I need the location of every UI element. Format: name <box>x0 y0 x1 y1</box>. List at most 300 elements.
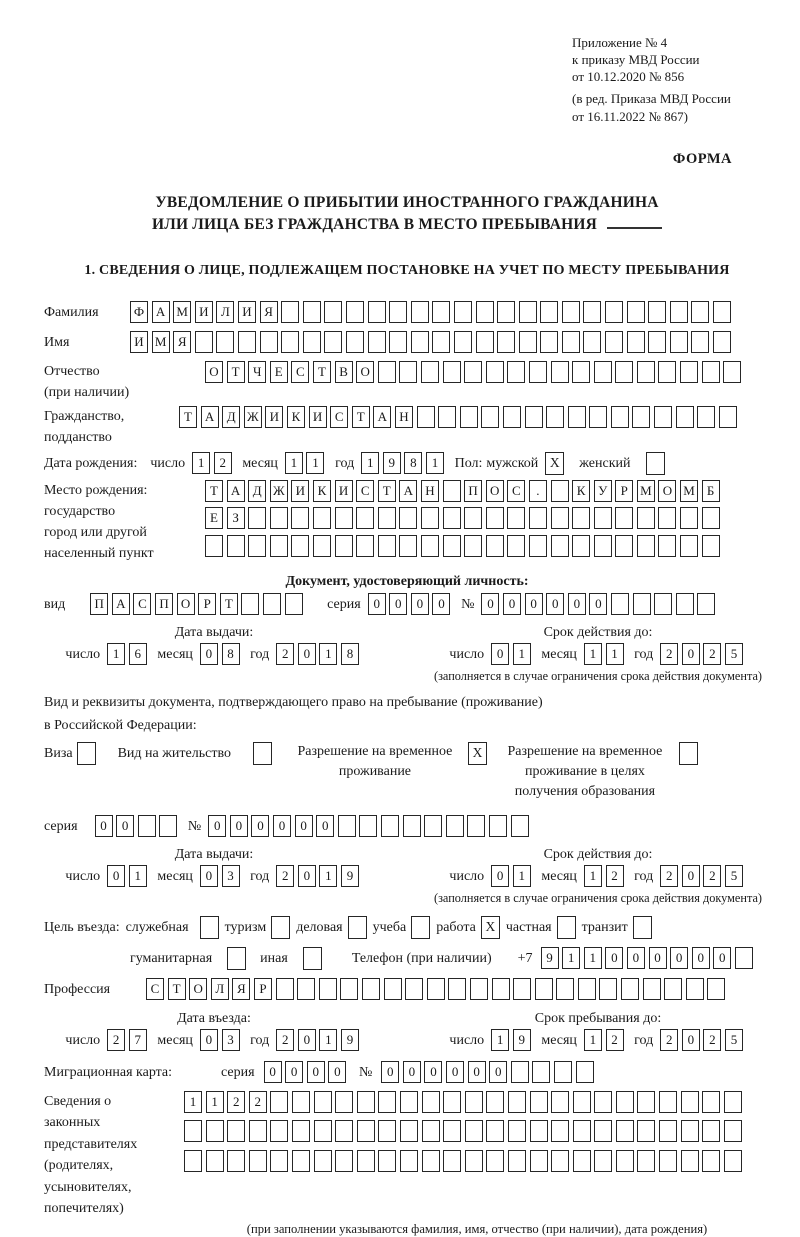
char-box[interactable] <box>551 1120 569 1142</box>
char-box[interactable] <box>503 406 521 428</box>
char-box[interactable] <box>159 815 177 837</box>
char-box[interactable]: П <box>464 480 482 502</box>
char-box[interactable]: Д <box>222 406 240 428</box>
char-box[interactable]: 2 <box>276 643 294 665</box>
char-box[interactable]: Т <box>168 978 186 1000</box>
char-box[interactable]: М <box>152 331 170 353</box>
char-box[interactable]: 0 <box>682 865 700 887</box>
char-box[interactable]: 0 <box>328 1061 346 1083</box>
char-box[interactable]: 1 <box>584 947 602 969</box>
char-box[interactable] <box>578 978 596 1000</box>
char-box[interactable]: 3 <box>222 1029 240 1051</box>
char-box[interactable]: 8 <box>404 452 422 474</box>
char-box[interactable] <box>270 1150 288 1172</box>
char-box[interactable] <box>616 1091 634 1113</box>
char-box[interactable]: О <box>486 480 504 502</box>
char-box[interactable] <box>680 535 698 557</box>
transit-checkbox[interactable] <box>633 916 652 939</box>
char-box[interactable]: 0 <box>295 815 313 837</box>
char-box[interactable] <box>427 978 445 1000</box>
char-box[interactable]: И <box>309 406 327 428</box>
char-box[interactable]: К <box>313 480 331 502</box>
char-box[interactable]: 0 <box>491 865 509 887</box>
char-box[interactable]: 0 <box>298 643 316 665</box>
char-box[interactable]: 0 <box>682 1029 700 1051</box>
char-box[interactable] <box>263 593 281 615</box>
char-box[interactable]: 1 <box>513 643 531 665</box>
char-box[interactable] <box>314 1120 332 1142</box>
char-box[interactable] <box>486 535 504 557</box>
char-box[interactable] <box>313 507 331 529</box>
char-box[interactable]: Д <box>248 480 266 502</box>
char-box[interactable]: 0 <box>446 1061 464 1083</box>
char-box[interactable]: С <box>330 406 348 428</box>
business-checkbox[interactable] <box>348 916 367 939</box>
char-box[interactable]: 0 <box>316 815 334 837</box>
char-box[interactable] <box>476 301 494 323</box>
char-box[interactable]: Р <box>254 978 272 1000</box>
char-box[interactable]: И <box>238 301 256 323</box>
char-box[interactable] <box>260 331 278 353</box>
char-box[interactable] <box>713 301 731 323</box>
char-box[interactable]: 9 <box>383 452 401 474</box>
char-box[interactable] <box>292 1120 310 1142</box>
char-box[interactable]: 0 <box>273 815 291 837</box>
char-box[interactable]: 0 <box>568 593 586 615</box>
char-box[interactable]: 2 <box>276 1029 294 1051</box>
char-box[interactable]: 1 <box>513 865 531 887</box>
char-box[interactable] <box>670 301 688 323</box>
char-box[interactable]: 1 <box>584 865 602 887</box>
char-box[interactable] <box>554 1061 572 1083</box>
char-box[interactable]: 1 <box>206 1091 224 1113</box>
official-checkbox[interactable] <box>200 916 219 939</box>
char-box[interactable] <box>556 978 574 1000</box>
char-box[interactable] <box>400 1150 418 1172</box>
char-box[interactable] <box>573 1120 591 1142</box>
char-box[interactable] <box>637 1150 655 1172</box>
char-box[interactable] <box>241 593 259 615</box>
char-box[interactable]: 0 <box>403 1061 421 1083</box>
char-box[interactable] <box>670 331 688 353</box>
char-box[interactable] <box>702 535 720 557</box>
char-box[interactable] <box>335 1091 353 1113</box>
char-box[interactable] <box>713 331 731 353</box>
char-box[interactable]: 0 <box>298 865 316 887</box>
char-box[interactable] <box>227 1150 245 1172</box>
char-box[interactable] <box>421 507 439 529</box>
char-box[interactable] <box>443 480 461 502</box>
char-box[interactable] <box>411 301 429 323</box>
char-box[interactable] <box>572 361 590 383</box>
char-box[interactable] <box>486 1120 504 1142</box>
char-box[interactable]: 0 <box>116 815 134 837</box>
char-box[interactable]: С <box>356 480 374 502</box>
char-box[interactable] <box>454 301 472 323</box>
work-checkbox[interactable]: X <box>481 916 500 939</box>
char-box[interactable] <box>507 361 525 383</box>
char-box[interactable] <box>594 361 612 383</box>
char-box[interactable] <box>576 1061 594 1083</box>
char-box[interactable]: 0 <box>285 1061 303 1083</box>
char-box[interactable]: Т <box>227 361 245 383</box>
char-box[interactable] <box>432 301 450 323</box>
char-box[interactable]: Ф <box>130 301 148 323</box>
char-box[interactable]: 0 <box>525 593 543 615</box>
char-box[interactable] <box>378 1120 396 1142</box>
char-box[interactable] <box>357 1120 375 1142</box>
char-box[interactable] <box>464 507 482 529</box>
char-box[interactable] <box>422 1091 440 1113</box>
char-box[interactable] <box>535 978 553 1000</box>
char-box[interactable] <box>378 507 396 529</box>
char-box[interactable] <box>465 1091 483 1113</box>
char-box[interactable] <box>573 1150 591 1172</box>
char-box[interactable] <box>368 331 386 353</box>
char-box[interactable] <box>724 1150 742 1172</box>
char-box[interactable] <box>486 1091 504 1113</box>
char-box[interactable] <box>446 815 464 837</box>
char-box[interactable] <box>356 507 374 529</box>
char-box[interactable]: З <box>227 507 245 529</box>
char-box[interactable] <box>486 361 504 383</box>
char-box[interactable]: 0 <box>589 593 607 615</box>
char-box[interactable] <box>324 331 342 353</box>
char-box[interactable] <box>238 331 256 353</box>
char-box[interactable]: 1 <box>184 1091 202 1113</box>
char-box[interactable] <box>616 1150 634 1172</box>
char-box[interactable]: 1 <box>606 643 624 665</box>
char-box[interactable]: 0 <box>107 865 125 887</box>
char-box[interactable] <box>486 1150 504 1172</box>
char-box[interactable]: И <box>195 301 213 323</box>
char-box[interactable] <box>184 1150 202 1172</box>
char-box[interactable] <box>292 1150 310 1172</box>
char-box[interactable] <box>568 406 586 428</box>
char-box[interactable]: 0 <box>298 1029 316 1051</box>
char-box[interactable] <box>346 301 364 323</box>
char-box[interactable] <box>697 593 715 615</box>
char-box[interactable]: А <box>373 406 391 428</box>
char-box[interactable] <box>476 331 494 353</box>
char-box[interactable] <box>378 535 396 557</box>
char-box[interactable]: 9 <box>341 1029 359 1051</box>
char-box[interactable] <box>691 301 709 323</box>
char-box[interactable]: 0 <box>230 815 248 837</box>
char-box[interactable] <box>659 1091 677 1113</box>
char-box[interactable] <box>424 815 442 837</box>
char-box[interactable]: С <box>146 978 164 1000</box>
char-box[interactable] <box>605 301 623 323</box>
female-checkbox[interactable] <box>646 452 665 475</box>
char-box[interactable] <box>314 1091 332 1113</box>
char-box[interactable]: А <box>227 480 245 502</box>
char-box[interactable] <box>399 507 417 529</box>
char-box[interactable] <box>464 535 482 557</box>
char-box[interactable]: 0 <box>264 1061 282 1083</box>
char-box[interactable] <box>497 301 515 323</box>
char-box[interactable] <box>399 361 417 383</box>
char-box[interactable] <box>637 1091 655 1113</box>
char-box[interactable] <box>724 1120 742 1142</box>
char-box[interactable] <box>443 1150 461 1172</box>
char-box[interactable] <box>572 507 590 529</box>
char-box[interactable] <box>723 361 741 383</box>
char-box[interactable]: 1 <box>562 947 580 969</box>
char-box[interactable] <box>611 593 629 615</box>
char-box[interactable] <box>438 406 456 428</box>
char-box[interactable] <box>637 507 655 529</box>
visa-checkbox[interactable] <box>77 742 96 765</box>
char-box[interactable] <box>562 331 580 353</box>
char-box[interactable] <box>702 1091 720 1113</box>
char-box[interactable] <box>525 406 543 428</box>
char-box[interactable]: Т <box>352 406 370 428</box>
char-box[interactable] <box>421 361 439 383</box>
char-box[interactable]: Р <box>198 593 216 615</box>
char-box[interactable] <box>281 301 299 323</box>
char-box[interactable]: 0 <box>503 593 521 615</box>
char-box[interactable]: 0 <box>432 593 450 615</box>
char-box[interactable]: В <box>335 361 353 383</box>
char-box[interactable] <box>702 507 720 529</box>
char-box[interactable]: 1 <box>361 452 379 474</box>
char-box[interactable] <box>615 507 633 529</box>
char-box[interactable]: Е <box>270 361 288 383</box>
char-box[interactable] <box>292 1091 310 1113</box>
char-box[interactable] <box>529 361 547 383</box>
char-box[interactable] <box>389 331 407 353</box>
char-box[interactable] <box>659 1150 677 1172</box>
tourism-checkbox[interactable] <box>271 916 290 939</box>
char-box[interactable] <box>530 1091 548 1113</box>
char-box[interactable]: 1 <box>584 643 602 665</box>
char-box[interactable]: О <box>189 978 207 1000</box>
char-box[interactable] <box>448 978 466 1000</box>
char-box[interactable] <box>573 1091 591 1113</box>
char-box[interactable]: 0 <box>713 947 731 969</box>
char-box[interactable]: 5 <box>725 643 743 665</box>
char-box[interactable]: 6 <box>129 643 147 665</box>
char-box[interactable] <box>648 301 666 323</box>
char-box[interactable]: 5 <box>725 865 743 887</box>
char-box[interactable]: 0 <box>411 593 429 615</box>
char-box[interactable] <box>460 406 478 428</box>
char-box[interactable] <box>637 535 655 557</box>
char-box[interactable] <box>378 1150 396 1172</box>
char-box[interactable]: К <box>287 406 305 428</box>
char-box[interactable]: Е <box>205 507 223 529</box>
char-box[interactable] <box>615 361 633 383</box>
char-box[interactable]: А <box>112 593 130 615</box>
char-box[interactable]: А <box>399 480 417 502</box>
char-box[interactable] <box>489 815 507 837</box>
char-box[interactable] <box>362 978 380 1000</box>
char-box[interactable]: 1 <box>319 865 337 887</box>
char-box[interactable]: 1 <box>306 452 324 474</box>
char-box[interactable]: 0 <box>468 1061 486 1083</box>
char-box[interactable] <box>508 1150 526 1172</box>
char-box[interactable]: Т <box>205 480 223 502</box>
char-box[interactable]: 1 <box>129 865 147 887</box>
char-box[interactable]: 0 <box>491 643 509 665</box>
char-box[interactable] <box>378 361 396 383</box>
char-box[interactable] <box>335 1150 353 1172</box>
char-box[interactable] <box>611 406 629 428</box>
char-box[interactable] <box>546 406 564 428</box>
char-box[interactable] <box>357 1150 375 1172</box>
char-box[interactable] <box>443 361 461 383</box>
char-box[interactable] <box>658 507 676 529</box>
char-box[interactable] <box>680 507 698 529</box>
char-box[interactable] <box>411 331 429 353</box>
char-box[interactable] <box>680 361 698 383</box>
char-box[interactable] <box>551 507 569 529</box>
char-box[interactable]: 0 <box>627 947 645 969</box>
char-box[interactable] <box>400 1120 418 1142</box>
char-box[interactable] <box>422 1120 440 1142</box>
char-box[interactable]: О <box>658 480 676 502</box>
char-box[interactable]: 2 <box>276 865 294 887</box>
char-box[interactable] <box>627 301 645 323</box>
char-box[interactable]: 0 <box>307 1061 325 1083</box>
char-box[interactable] <box>519 301 537 323</box>
char-box[interactable] <box>249 1150 267 1172</box>
char-box[interactable] <box>443 507 461 529</box>
char-box[interactable] <box>589 406 607 428</box>
char-box[interactable] <box>465 1150 483 1172</box>
char-box[interactable]: 1 <box>584 1029 602 1051</box>
char-box[interactable]: 2 <box>214 452 232 474</box>
char-box[interactable] <box>627 331 645 353</box>
char-box[interactable]: 2 <box>703 1029 721 1051</box>
char-box[interactable] <box>654 593 672 615</box>
char-box[interactable] <box>335 535 353 557</box>
char-box[interactable] <box>319 978 337 1000</box>
char-box[interactable] <box>643 978 661 1000</box>
char-box[interactable] <box>270 535 288 557</box>
residence-permit-checkbox[interactable] <box>253 742 272 765</box>
char-box[interactable]: И <box>291 480 309 502</box>
char-box[interactable] <box>464 361 482 383</box>
char-box[interactable]: 1 <box>285 452 303 474</box>
char-box[interactable]: 0 <box>489 1061 507 1083</box>
char-box[interactable] <box>291 507 309 529</box>
char-box[interactable] <box>681 1091 699 1113</box>
char-box[interactable] <box>530 1150 548 1172</box>
char-box[interactable] <box>270 507 288 529</box>
char-box[interactable] <box>513 978 531 1000</box>
char-box[interactable]: 0 <box>208 815 226 837</box>
char-box[interactable] <box>681 1150 699 1172</box>
char-box[interactable] <box>313 535 331 557</box>
char-box[interactable] <box>594 1120 612 1142</box>
char-box[interactable]: М <box>637 480 655 502</box>
char-box[interactable] <box>248 507 266 529</box>
char-box[interactable] <box>248 535 266 557</box>
char-box[interactable] <box>249 1120 267 1142</box>
char-box[interactable]: А <box>152 301 170 323</box>
char-box[interactable]: 1 <box>319 643 337 665</box>
char-box[interactable] <box>594 1091 612 1113</box>
char-box[interactable] <box>676 593 694 615</box>
char-box[interactable] <box>583 301 601 323</box>
char-box[interactable] <box>486 507 504 529</box>
char-box[interactable] <box>184 1120 202 1142</box>
char-box[interactable] <box>470 978 488 1000</box>
char-box[interactable]: 8 <box>222 643 240 665</box>
char-box[interactable] <box>686 978 704 1000</box>
char-box[interactable] <box>405 978 423 1000</box>
char-box[interactable]: 0 <box>649 947 667 969</box>
humanitarian-checkbox[interactable] <box>227 947 246 970</box>
char-box[interactable] <box>270 1091 288 1113</box>
char-box[interactable]: У <box>594 480 612 502</box>
char-box[interactable] <box>335 1120 353 1142</box>
char-box[interactable]: 5 <box>725 1029 743 1051</box>
char-box[interactable] <box>648 331 666 353</box>
char-box[interactable] <box>664 978 682 1000</box>
char-box[interactable]: 1 <box>491 1029 509 1051</box>
char-box[interactable] <box>719 406 737 428</box>
char-box[interactable]: 0 <box>481 593 499 615</box>
char-box[interactable] <box>511 1061 529 1083</box>
other-checkbox[interactable] <box>303 947 322 970</box>
char-box[interactable] <box>285 593 303 615</box>
char-box[interactable]: 7 <box>129 1029 147 1051</box>
char-box[interactable]: Р <box>615 480 633 502</box>
char-box[interactable] <box>335 507 353 529</box>
char-box[interactable] <box>697 406 715 428</box>
char-box[interactable] <box>384 978 402 1000</box>
char-box[interactable]: К <box>572 480 590 502</box>
char-box[interactable] <box>389 301 407 323</box>
char-box[interactable] <box>507 507 525 529</box>
char-box[interactable]: С <box>291 361 309 383</box>
char-box[interactable]: Ж <box>270 480 288 502</box>
char-box[interactable] <box>356 535 374 557</box>
char-box[interactable] <box>216 331 234 353</box>
char-box[interactable] <box>421 535 439 557</box>
char-box[interactable]: И <box>335 480 353 502</box>
char-box[interactable]: 1 <box>426 452 444 474</box>
char-box[interactable]: 0 <box>424 1061 442 1083</box>
char-box[interactable] <box>303 331 321 353</box>
char-box[interactable] <box>637 361 655 383</box>
char-box[interactable] <box>227 535 245 557</box>
char-box[interactable] <box>511 815 529 837</box>
char-box[interactable]: 2 <box>660 1029 678 1051</box>
char-box[interactable] <box>422 1150 440 1172</box>
char-box[interactable] <box>314 1150 332 1172</box>
char-box[interactable] <box>227 1120 245 1142</box>
char-box[interactable]: 0 <box>692 947 710 969</box>
char-box[interactable] <box>381 815 399 837</box>
char-box[interactable] <box>659 1120 677 1142</box>
char-box[interactable] <box>702 1150 720 1172</box>
temp-residence-checkbox[interactable]: X <box>468 742 487 765</box>
char-box[interactable] <box>400 1091 418 1113</box>
temp-residence-education-checkbox[interactable] <box>679 742 698 765</box>
char-box[interactable]: 8 <box>341 643 359 665</box>
char-box[interactable] <box>205 535 223 557</box>
char-box[interactable] <box>281 331 299 353</box>
char-box[interactable] <box>432 331 450 353</box>
char-box[interactable] <box>340 978 358 1000</box>
char-box[interactable] <box>583 331 601 353</box>
char-box[interactable]: О <box>177 593 195 615</box>
char-box[interactable] <box>403 815 421 837</box>
